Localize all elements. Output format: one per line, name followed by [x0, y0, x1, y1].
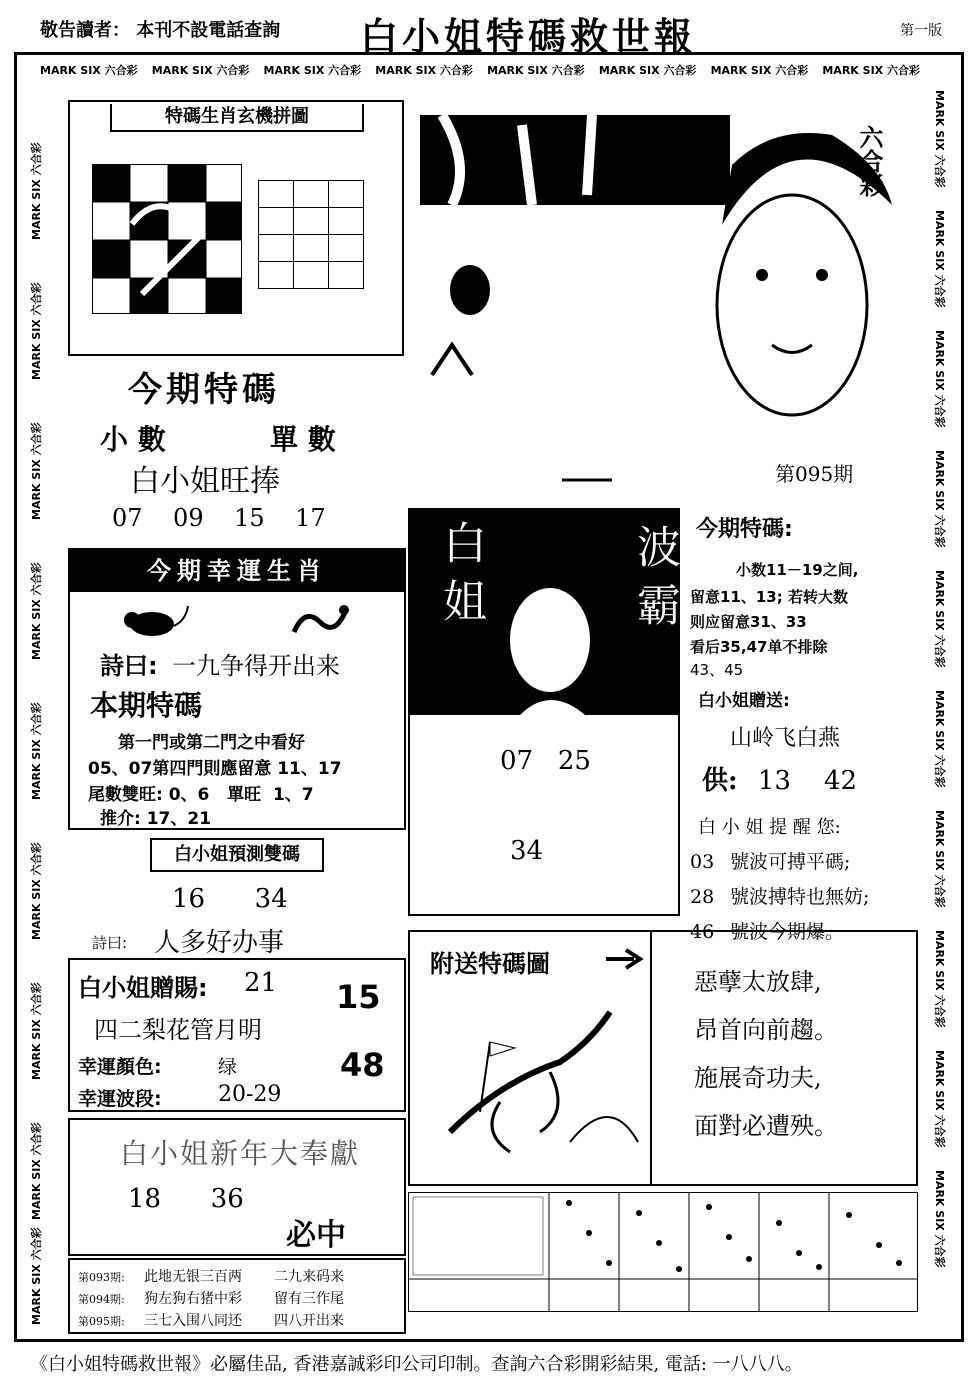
gift-box-text: 四二梨花管月明	[94, 1016, 262, 1044]
gift-box-side2: 48	[340, 1046, 385, 1084]
history-row	[78, 1266, 398, 1286]
attached-divider	[650, 932, 652, 1184]
poem-line: 惡孽太放肆,	[694, 968, 822, 996]
poster-nums2: 34	[510, 836, 544, 866]
offer-label: 供:	[702, 766, 738, 796]
special-numbers: 07 09 15 17	[112, 504, 326, 532]
remind-text: 號波搏特也無妨;	[730, 886, 870, 908]
poem-line: 昂首向前趨。	[694, 1016, 838, 1044]
poster-left-text: 白 姐	[435, 520, 486, 622]
watermark-text: MARK SIX 六合彩	[30, 142, 43, 240]
special-sub-right: 單 數	[270, 423, 336, 456]
watermark-text: MARK SIX 六合彩	[40, 64, 138, 77]
newyear-stamp: 必中	[286, 1218, 346, 1253]
watermark-text: MARK SIX 六合彩	[598, 64, 697, 77]
remind-row	[690, 847, 920, 874]
watermark-text: MARK SIX 六合彩	[822, 64, 920, 77]
lucky-line3: 尾數雙旺: 0、6 單旺 1、7	[88, 785, 314, 805]
results-grid	[408, 1192, 918, 1312]
history-row	[78, 1310, 398, 1330]
history-issue: 第095期:	[78, 1315, 125, 1328]
remind-num: 46	[690, 921, 715, 943]
cover-photo-art	[412, 105, 912, 485]
watermark-text: MARK SIX 六合彩	[487, 64, 585, 77]
puzzle-title-bar	[110, 104, 364, 132]
lucky-line2: 05、07第四門則應留意 11、17	[88, 759, 342, 779]
watermark-text: MARK SIX 六合彩	[933, 450, 946, 548]
poster-nums1: 07 25	[500, 746, 591, 776]
remind-title: 白 小 姐 提 醒 您:	[698, 817, 841, 838]
photo-logo: 六合彩	[855, 125, 884, 197]
tips-line2: 留意11、13; 若转大数	[690, 588, 848, 606]
poster-box	[408, 508, 680, 916]
footer-text: 《白小姐特碼救世報》必屬佳品, 香港嘉誠彩印公司印制。查詢六合彩開彩結果, 電話: 一八八八。	[30, 1354, 803, 1375]
watermark-text: MARK SIX 六合彩	[933, 930, 946, 1028]
lucky-title: 今期幸運生肖	[147, 557, 327, 585]
color-label: 幸運顏色:	[78, 1056, 162, 1078]
history-a: 此地无银三百两	[144, 1269, 242, 1285]
tips-line5: 43、45	[690, 661, 744, 679]
lucky-line4: 推介: 17、21	[100, 809, 212, 829]
poem-line: 面對必遭殃。	[694, 1112, 838, 1140]
special-sub-left: 小 數	[100, 423, 166, 456]
predict-title: 白小姐預測雙碼	[174, 844, 300, 865]
watermark-text: MARK SIX 六合彩	[933, 210, 946, 308]
wave-value: 20-29	[218, 1082, 282, 1107]
watermark-text: MARK SIX 六合彩	[933, 1050, 946, 1148]
watermark-text: MARK SIX 六合彩	[30, 1227, 43, 1325]
special-heading: 今期特碼	[128, 370, 280, 410]
predict-poem: 人多好办事	[154, 928, 285, 958]
watermark-text: MARK SIX 六合彩	[933, 1170, 946, 1268]
watermark-strip-left	[22, 90, 52, 1330]
tips-title: 今期特碼:	[696, 517, 793, 542]
tips-line3: 则应留意31、33	[690, 613, 807, 631]
newyear-box	[68, 1118, 406, 1256]
lucky-title-bar	[70, 550, 404, 592]
remind-num: 28	[690, 886, 715, 908]
history-issue: 第094期:	[78, 1293, 125, 1306]
lucky-line1: 第一門或第二門之中看好	[118, 733, 305, 753]
lucky-poem: 一九争得开出来	[172, 652, 340, 680]
remind-text: 號波今期爆。	[730, 921, 845, 943]
watermark-text: MARK SIX 六合彩	[933, 90, 946, 188]
gift-text: 山岭飞白燕	[730, 726, 841, 751]
watermark-text: MARK SIX 六合彩	[30, 1122, 43, 1220]
history-b: 留有三作尾	[274, 1291, 344, 1307]
watermark-text: MARK SIX 六合彩	[30, 422, 43, 520]
watermark-text: MARK SIX 六合彩	[30, 282, 43, 380]
remind-text: 號波可搏平碼;	[730, 851, 851, 873]
edition-label: 第一版	[900, 23, 942, 39]
lucky-box	[68, 548, 406, 830]
watermark-text: MARK SIX 六合彩	[375, 64, 473, 77]
header-notice: 敬告讀者： 本刊不設電話查詢	[40, 20, 281, 41]
history-a: 狗左狗右猪中彩	[144, 1291, 242, 1307]
remind-row	[690, 882, 920, 909]
newyear-nums: 18 36	[128, 1184, 244, 1214]
results-grid-art	[409, 1193, 917, 1311]
watermark-text: MARK SIX 六合彩	[710, 64, 809, 77]
arrow-right-icon	[606, 948, 646, 970]
puzzle-grid	[258, 180, 364, 289]
puzzle-title: 特碼生肖玄機拼圖	[165, 106, 309, 127]
history-row	[78, 1288, 398, 1308]
attached-box	[408, 930, 918, 1186]
watermark-text: MARK SIX 六合彩	[151, 64, 250, 77]
color-value: 绿	[218, 1056, 238, 1078]
watermark-text: MARK SIX 六合彩	[30, 562, 43, 660]
predict-poem-label: 詩曰:	[92, 934, 128, 952]
dragon-icon	[290, 602, 350, 640]
poem-line: 施展奇功夫,	[694, 1064, 822, 1092]
wave-label: 幸運波段:	[78, 1088, 162, 1110]
predict-title-box	[150, 838, 324, 872]
watermark-text: MARK SIX 六合彩	[30, 842, 43, 940]
gift-box	[68, 958, 406, 1112]
watermark-text: MARK SIX 六合彩	[30, 982, 43, 1080]
header-title: 白小姐特碼救世報	[360, 14, 697, 59]
gift-box-side1: 15	[336, 978, 381, 1016]
tips-line4: 看后35,47单不排除	[690, 638, 828, 656]
watermark-text: MARK SIX 六合彩	[263, 64, 362, 77]
gift-box-label: 白小姐贈賜:	[78, 974, 208, 1002]
predict-nums: 16 34	[172, 884, 288, 914]
watermark-strip-right	[926, 90, 956, 1330]
cover-photo	[412, 105, 912, 485]
watermark-strip-top	[40, 62, 920, 84]
lucky-special-label: 本期特碼	[90, 689, 203, 722]
watermark-text: MARK SIX 六合彩	[933, 690, 946, 788]
history-issue: 第093期:	[78, 1271, 125, 1284]
history-a: 三七入围八同还	[144, 1313, 242, 1329]
remind-num: 03	[690, 851, 715, 873]
attached-drawing	[440, 1002, 640, 1172]
newyear-title: 白小姐新年大奉獻	[120, 1137, 361, 1170]
watermark-text: MARK SIX 六合彩	[933, 330, 946, 428]
gift-label: 白小姐贈送:	[698, 691, 790, 711]
watermark-text: MARK SIX 六合彩	[933, 810, 946, 908]
tips-line1: 小数11－19之间,	[736, 561, 859, 579]
history-b: 二九来码来	[274, 1269, 344, 1285]
history-box	[68, 1258, 406, 1334]
gift-box-num: 21	[244, 968, 278, 998]
history-b: 四八开出来	[274, 1313, 344, 1329]
special-tagline: 白小姐旺捧	[130, 464, 280, 499]
watermark-text: MARK SIX 六合彩	[933, 570, 946, 668]
attached-poem	[694, 958, 838, 1150]
issue-number: 第095期	[775, 462, 854, 486]
puzzle-image	[92, 164, 242, 314]
attached-title: 附送特碼圖	[430, 950, 550, 978]
poster-right-text: 波 霸	[629, 524, 680, 626]
right-tips	[690, 512, 920, 944]
rat-icon	[120, 600, 190, 640]
lucky-poem-label: 詩曰:	[100, 652, 158, 680]
watermark-text: MARK SIX 六合彩	[30, 702, 43, 800]
puzzle-box	[68, 100, 404, 356]
offer-nums: 13 42	[757, 766, 858, 796]
